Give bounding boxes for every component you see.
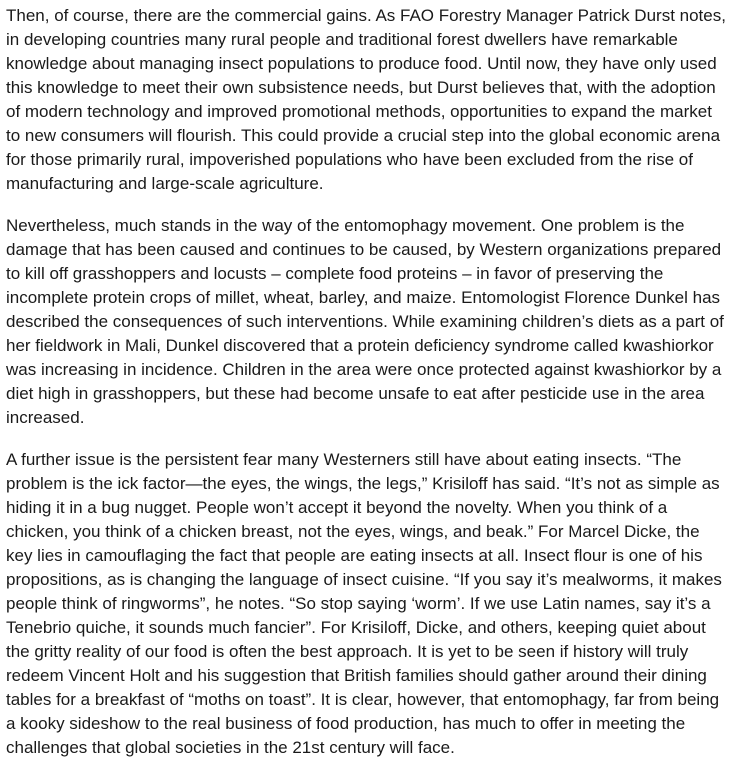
text-line: propositions, as is changing the language of insect cuisine. “If you say it’s mealworms, it makes bbox=[6, 570, 722, 589]
text-line: to kill off grasshoppers and locusts – complete food proteins – in favor of preserving the bbox=[6, 264, 664, 283]
text-line: of modern technology and improved promotional methods, opportunities to expand the market bbox=[6, 102, 712, 121]
text-line: her fieldwork in Mali, Dunkel discovered that a protein deficiency syndrome called kwashiorkor bbox=[6, 336, 714, 355]
text-line: Then, of course, there are the commercial gains. As FAO Forestry Manager Patrick Durst notes, bbox=[6, 6, 726, 25]
text-line: damage that has been caused and continues to be caused, by Western organizations prepared bbox=[6, 240, 722, 259]
text-line: people think of ringworms”, he notes. “So stop saying ‘worm’. If we use Latin names, say it’s a bbox=[6, 594, 711, 613]
text-line: knowledge about managing insect populations to produce food. Until now, they have only used bbox=[6, 54, 717, 73]
text-line: the gritty reality of our food is often the best approach. It is yet to be seen if history will truly bbox=[6, 642, 689, 661]
text-line: increased. bbox=[6, 408, 85, 427]
text-line: key lies in camouflaging the fact that people are eating insects at all. Insect flour is one of his bbox=[6, 546, 703, 565]
text-line: Nevertheless, much stands in the way of the entomophagy movement. One problem is the bbox=[6, 216, 685, 235]
text-line: hiding it in a bug nugget. People won’t accept it beyond the novelty. When you think of a bbox=[6, 498, 668, 517]
paragraph-ick-factor bbox=[6, 448, 744, 760]
text-line: challenges that global societies in the 21st century will face. bbox=[6, 738, 455, 757]
text-line: problem is the ick factor—the eyes, the wings, the legs,” Krisiloff has said. “It’s not as simple as bbox=[6, 474, 720, 493]
text-line: diet high in grasshoppers, but these had become unsafe to eat after pesticide use in the area bbox=[6, 384, 705, 403]
text-line: a kooky sideshow to the real business of food production, has much to offer in meeting the bbox=[6, 714, 686, 733]
paragraph-obstacles bbox=[6, 214, 744, 430]
text-line: A further issue is the persistent fear many Westerners still have about eating insects. “The bbox=[6, 450, 682, 469]
text-line: this knowledge to meet their own subsistence needs, but Durst believes that, with the adoption bbox=[6, 78, 716, 97]
text-line: Tenebrio quiche, it sounds much fancier”. For Krisiloff, Dicke, and others, keeping quiet about bbox=[6, 618, 706, 637]
text-line: incomplete protein crops of millet, wheat, barley, and maize. Entomologist Florence Dunkel has bbox=[6, 288, 721, 307]
text-line: tables for a breakfast of “moths on toast”. It is clear, however, that entomophagy, far from being bbox=[6, 690, 720, 709]
text-line: to new consumers will flourish. This could provide a crucial step into the global economic arena bbox=[6, 126, 721, 145]
text-line: chicken, you think of a chicken breast, not the eyes, wings, and beak.” For Marcel Dicke, the bbox=[6, 522, 700, 541]
paragraph-commercial-gains bbox=[6, 4, 744, 196]
text-line: manufacturing and large-scale agriculture. bbox=[6, 174, 324, 193]
text-line: described the consequences of such interventions. While examining children’s diets as a part of bbox=[6, 312, 724, 331]
text-line: was increasing in incidence. Children in the area were once protected against kwashiorkor by a bbox=[6, 360, 722, 379]
text-line: for those primarily rural, impoverished populations who have been excluded from the rise of bbox=[6, 150, 693, 169]
text-line: in developing countries many rural people and traditional forest dwellers have remarkable bbox=[6, 30, 678, 49]
text-line: redeem Vincent Holt and his suggestion that British families should gather around their dining bbox=[6, 666, 707, 685]
